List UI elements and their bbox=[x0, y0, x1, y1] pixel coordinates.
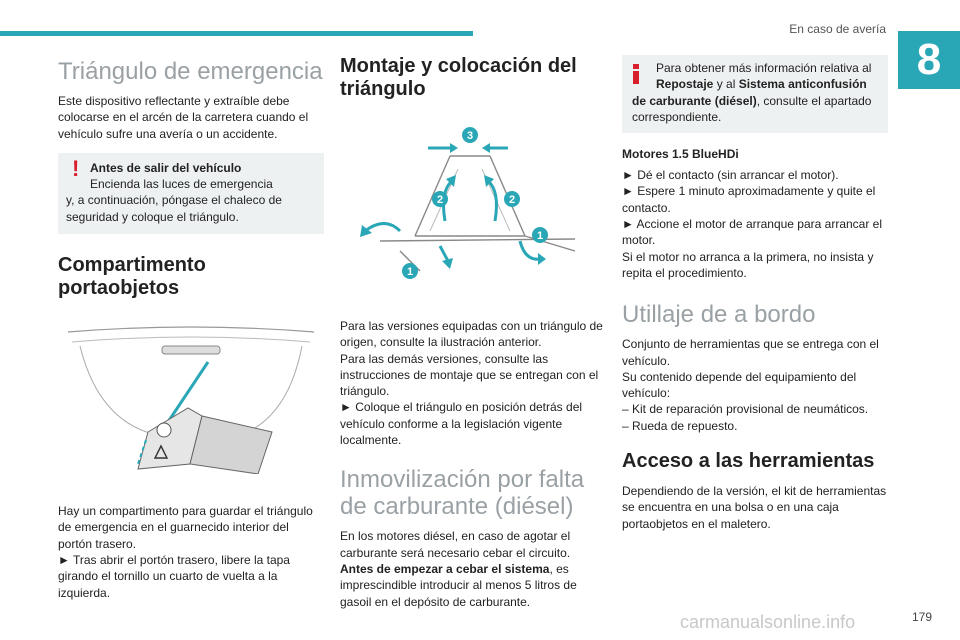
column-3 bbox=[622, 55, 888, 532]
engine-step-4: Si el motor no arranca a la primera, no insista y repita el procedimiento. bbox=[622, 249, 874, 280]
engine-step-3: ► Accione el motor de arranque para arrancar el motor. bbox=[622, 217, 883, 248]
warning-line1: Encienda las luces de emergencia bbox=[90, 177, 273, 192]
tools-item-1: – Kit de reparación provisional de neumáticos. bbox=[622, 402, 869, 417]
callout-2-right bbox=[504, 191, 520, 207]
triangle-assembly-illustration bbox=[340, 121, 606, 291]
fuel-text-1: En los motores diésel, en caso de agotar el carburante será necesario cebar el circuito. bbox=[340, 529, 571, 560]
compartment-illustration bbox=[58, 324, 324, 474]
callout-1-left-label: 1 bbox=[406, 266, 414, 278]
heading-tools: Utillaje de a bordo bbox=[622, 301, 816, 329]
engine-heading: Motores 1.5 BlueHDi bbox=[622, 147, 739, 162]
column-1 bbox=[58, 55, 324, 601]
callout-1-right-label: 1 bbox=[536, 230, 544, 242]
callout-2-left bbox=[432, 191, 448, 207]
assembly-text-1: Para las versiones equipadas con un triángulo de origen, consulte la ilustración anterior. bbox=[340, 319, 603, 350]
page-number: 179 bbox=[911, 610, 932, 624]
engine-step-1: ► Dé el contacto (sin arrancar el motor). bbox=[622, 168, 839, 183]
warning-title: Antes de salir del vehículo bbox=[90, 160, 242, 175]
fuel-text-rest: , es imprescindible introducir al menos 5 litros de gasoil en el depósito de carburante. bbox=[340, 561, 577, 609]
info-fuel-type: de carburante (diésel) bbox=[632, 93, 757, 108]
heading-assembly: Montaje y colocación del triángulo bbox=[340, 55, 577, 100]
info-system: Sistema anticonfusión bbox=[738, 77, 867, 92]
compartment-text-2: ► Tras abrir el portón trasero, libere la tapa girando el tornillo un cuarto de vuelta a la izquierda. bbox=[58, 552, 290, 600]
assembly-text-3: ► Coloque el triángulo en posición detrás del vehículo conforme a la legislación vigente localmente. bbox=[340, 400, 583, 448]
tools-text-2: Su contenido depende del equipamiento del vehículo: bbox=[622, 369, 857, 401]
info-and: y al bbox=[713, 77, 739, 92]
warning-icon: ! bbox=[72, 155, 80, 181]
heading-access-tools: Acceso a las herramientas bbox=[622, 450, 875, 473]
chapter-number: 8 bbox=[898, 31, 960, 89]
info-line-a: Para obtener más información relativa al bbox=[656, 61, 872, 75]
heading-emergency-triangle: Triángulo de emergencia bbox=[58, 58, 323, 85]
assembly-text-2: Para las demás versiones, consulte las instrucciones de montaje que se entregan con el triángulo. bbox=[340, 351, 599, 399]
watermark: carmanualsonline.info bbox=[680, 612, 856, 632]
section-label: En caso de avería bbox=[789, 22, 886, 36]
info-line-b bbox=[632, 76, 878, 92]
column-2 bbox=[340, 55, 606, 610]
callout-3-label: 3 bbox=[466, 130, 474, 142]
info-refuel: Repostaje bbox=[656, 77, 714, 92]
tools-item-2: – Rueda de repuesto. bbox=[622, 418, 738, 433]
header-accent-bar bbox=[0, 31, 473, 36]
engine-step-2: ► Espere 1 minuto aproximadamente y quite el contacto. bbox=[622, 184, 876, 215]
heading-fuel: Inmovilización por falta de carburante (diésel) bbox=[340, 466, 585, 521]
compartment-text-1: Hay un compartimento para guardar el triángulo de emergencia en el guarnecido interior del portón trasero. bbox=[58, 504, 313, 551]
info-box bbox=[622, 55, 888, 133]
info-see: , consulte el apartado correspondiente. bbox=[632, 93, 872, 124]
fuel-text-2 bbox=[340, 561, 606, 610]
callout-1-left bbox=[402, 263, 418, 279]
callout-1-right bbox=[532, 227, 548, 243]
warning-rest: y, a continuación, póngase el chaleco de seguridad y coloque el triángulo. bbox=[66, 193, 282, 224]
warning-box bbox=[58, 153, 324, 234]
callout-2-right-label: 2 bbox=[508, 194, 516, 206]
info-icon bbox=[633, 64, 639, 84]
callout-2-left-label: 2 bbox=[436, 194, 444, 206]
intro-text: Este dispositivo reflectante y extraíble debe colocarse en el arcén de la carretera cuando el vehículo sufre una avería o un accidente. bbox=[58, 94, 309, 141]
callout-3 bbox=[462, 127, 478, 143]
heading-compartment: Compartimento portaobjetos bbox=[58, 254, 206, 300]
access-text: Dependiendo de la versión, el kit de herramientas se encuentra en una bolsa o en una caja portaobjetos en el maletero. bbox=[622, 484, 887, 531]
fuel-bold: Antes de empezar a cebar el sistema bbox=[340, 561, 550, 576]
tools-text-1: Conjunto de herramientas que se entrega con el vehículo. bbox=[622, 337, 879, 368]
info-line-c bbox=[632, 93, 878, 126]
